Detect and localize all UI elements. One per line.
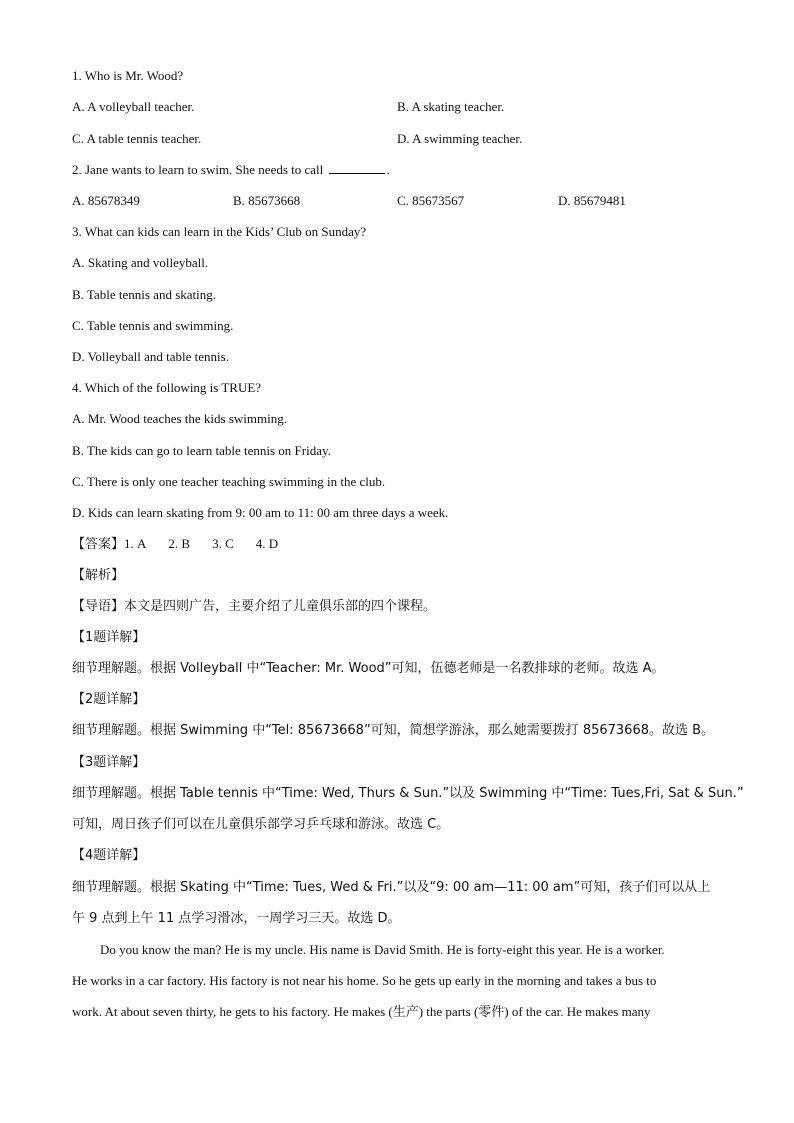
- passage-line-2: He works in a car factory. His factory is not near his home. So he gets up early in the morning and takes a bus to: [72, 973, 657, 988]
- question-4-option-a: A. Mr. Wood teaches the kids swimming.: [72, 411, 288, 426]
- question-1-option-a: A. A volleyball teacher.: [72, 99, 195, 114]
- detail-4-text-line-1: 细节理解题。根据 Skating 中“Time: Tues, Wed & Fri.”以及“9: 00 am—11: 00 am”可知，孩子们可以从上: [72, 880, 711, 895]
- analysis-label: 【解析】: [72, 568, 125, 583]
- answer-item-4: 4. D: [255, 536, 279, 551]
- detail-3-heading: 【3题详解】: [72, 755, 146, 770]
- question-2-stem-end: .: [386, 162, 390, 177]
- detail-3-text-line-2: 可知，周日孩子们可以在儿童俱乐部学习乒乓球和游泳。故选 C。: [72, 817, 450, 832]
- question-2-stem-text: 2. Jane wants to learn to swim. She needs to call: [72, 162, 324, 177]
- question-3-option-c: C. Table tennis and swimming.: [72, 318, 234, 333]
- question-2-option-b: B. 85673668: [233, 193, 301, 208]
- question-2-option-a: A. 85678349: [72, 193, 140, 208]
- question-4-stem: 4. Which of the following is TRUE?: [72, 380, 262, 395]
- question-1-option-b: B. A skating teacher.: [397, 99, 505, 114]
- question-1-stem: 1. Who is Mr. Wood?: [72, 68, 184, 83]
- answer-key: [72, 535, 300, 553]
- answer-item-2: 2. B: [168, 536, 191, 551]
- question-1-option-c: C. A table tennis teacher.: [72, 131, 202, 146]
- question-2-option-d: D. 85679481: [558, 193, 626, 208]
- answer-label: 【答案】: [72, 537, 125, 552]
- passage-line-1: Do you know the man? He is my uncle. His name is David Smith. He is forty-eight this year. He is a worker.: [100, 942, 665, 957]
- question-3-option-d: D. Volleyball and table tennis.: [72, 349, 229, 364]
- answer-item-1: 1. A: [124, 536, 147, 551]
- analysis-guide: 【导语】本文是四则广告，主要介绍了儿童俱乐部的四个课程。: [72, 599, 437, 614]
- answer-item-3: 3. C: [212, 536, 234, 551]
- question-4-option-d: D. Kids can learn skating from 9: 00 am to 11: 00 am three days a week.: [72, 505, 449, 520]
- detail-1-text: 细节理解题。根据 Volleyball 中“Teacher: Mr. Wood”可知，伍德老师是一名教排球的老师。故选 A。: [72, 661, 665, 676]
- detail-2-text: 细节理解题。根据 Swimming 中“Tel: 85673668”可知，简想学游泳，那么她需要拨打 85673668。故选 B。: [72, 723, 715, 738]
- detail-4-text-line-2: 午 9 点到上午 11 点学习滑冰，一周学习三天。故选 D。: [72, 911, 401, 926]
- answer-blank: [329, 161, 385, 174]
- question-4-option-b: B. The kids can go to learn table tennis on Friday.: [72, 443, 331, 458]
- question-3-stem: 3. What can kids can learn in the Kids’ Club on Sunday?: [72, 224, 367, 239]
- detail-4-heading: 【4题详解】: [72, 848, 146, 863]
- detail-2-heading: 【2题详解】: [72, 692, 146, 707]
- question-3-option-a: A. Skating and volleyball.: [72, 255, 209, 270]
- question-2-option-c: C. 85673567: [397, 193, 465, 208]
- question-1-option-d: D. A swimming teacher.: [397, 131, 523, 146]
- question-2-stem: [72, 161, 390, 179]
- passage-line-3: work. At about seven thirty, he gets to his factory. He makes (生产) the parts (零件) of the car. He makes many: [72, 1004, 651, 1019]
- question-4-option-c: C. There is only one teacher teaching swimming in the club.: [72, 474, 386, 489]
- question-3-option-b: B. Table tennis and skating.: [72, 287, 216, 302]
- detail-1-heading: 【1题详解】: [72, 630, 146, 645]
- detail-3-text-line-1: 细节理解题。根据 Table tennis 中“Time: Wed, Thurs & Sun.”以及 Swimming 中“Time: Tues,Fri, Sat & Sun.”: [72, 786, 744, 801]
